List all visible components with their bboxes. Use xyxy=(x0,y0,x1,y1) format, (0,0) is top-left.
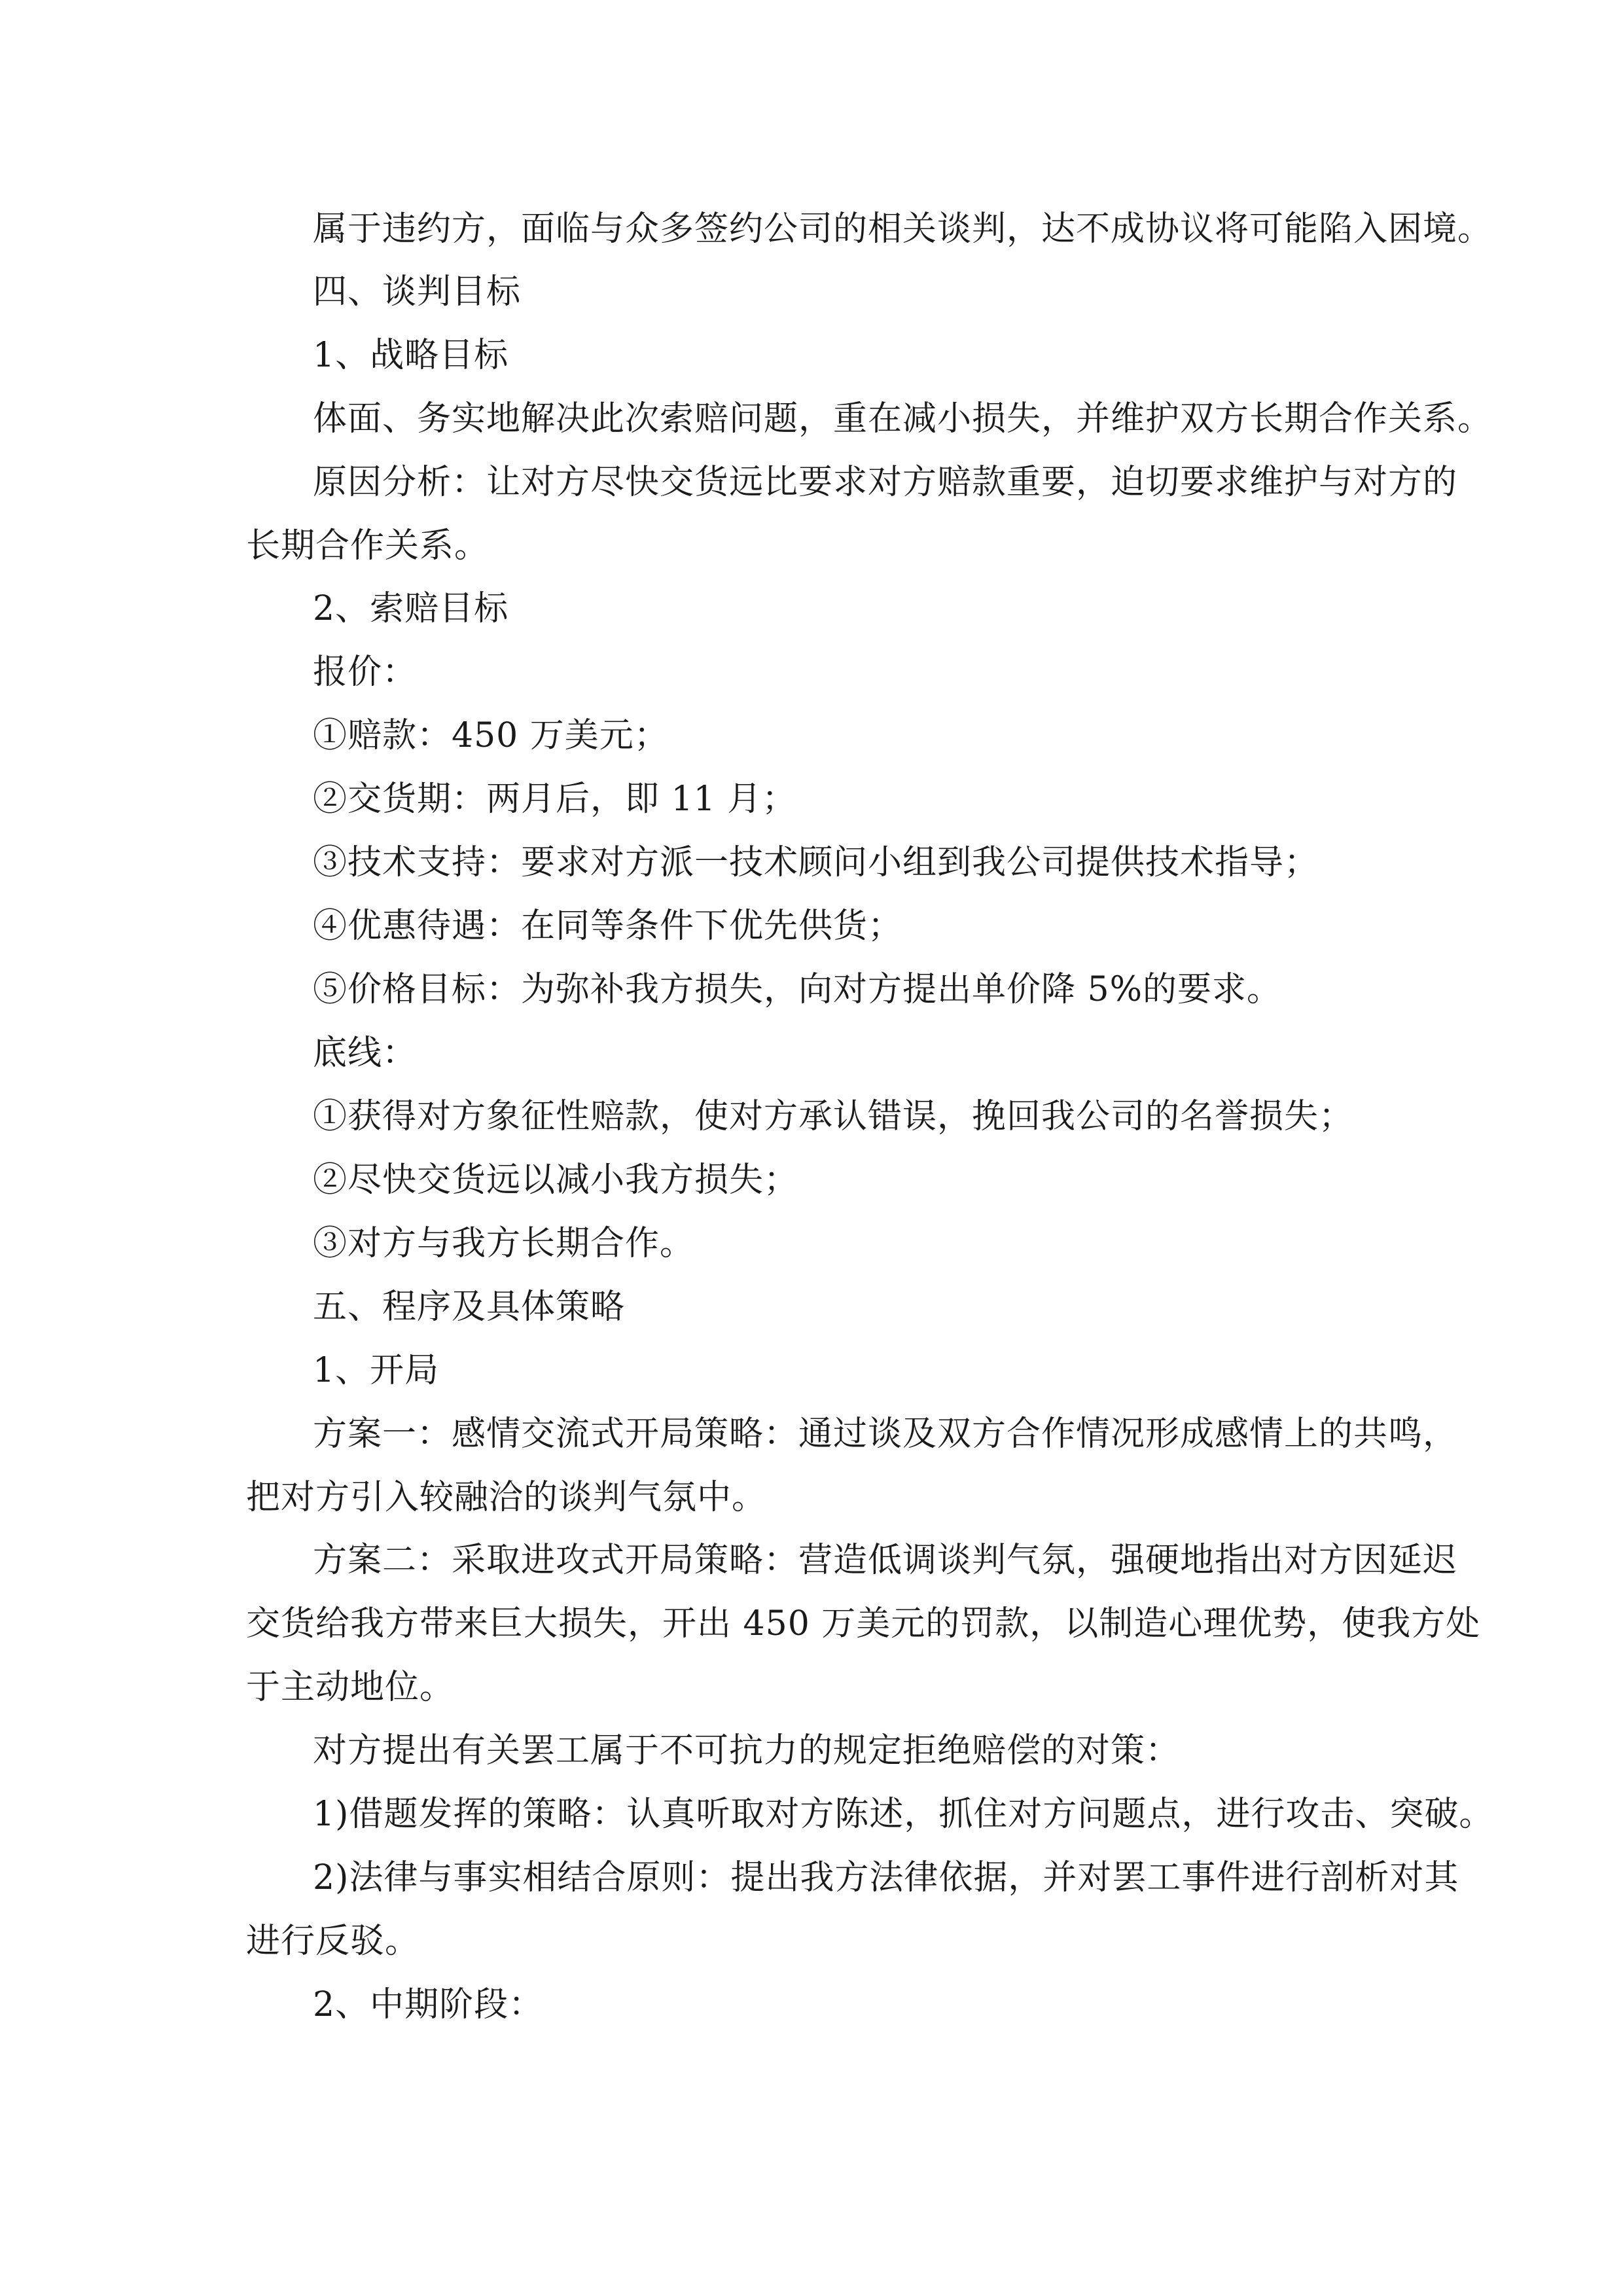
subsection-heading: 1、开局 xyxy=(313,1351,440,1390)
subsection-heading: 1、战略目标 xyxy=(313,336,509,375)
list-item: 1)借题发挥的策略：认真听取对方陈述，抓住对方问题点，进行攻击、突破。 xyxy=(313,1795,1494,1834)
list-item: ⑤价格目标：为弥补我方损失，向对方提出单价降 5%的要求。 xyxy=(313,970,1282,1009)
text-line: 把对方引入较融洽的谈判气氛中。 xyxy=(246,1478,767,1517)
text-line: 于主动地位。 xyxy=(246,1668,455,1707)
text-line: 对方提出有关罢工属于不可抗力的规定拒绝赔偿的对策： xyxy=(313,1731,1181,1770)
section-heading: 四、谈判目标 xyxy=(313,272,522,312)
subsection-heading: 2、索赔目标 xyxy=(313,589,509,628)
text-line: 体面、务实地解决此次索赔问题，重在减小损失，并维护双方长期合作关系。 xyxy=(313,399,1493,439)
text-line: 报价： xyxy=(313,653,418,692)
list-item: ①获得对方象征性赔款，使对方承认错误，挽回我公司的名誉损失； xyxy=(313,1097,1354,1136)
text-line: 原因分析：让对方尽快交货远比要求对方赔款重要，迫切要求维护与对方的 xyxy=(313,463,1458,502)
list-item: ①赔款：450 万美元； xyxy=(313,716,669,755)
text-line: 方案二：采取进攻式开局策略：营造低调谈判气氛，强硬地指出对方因延迟 xyxy=(313,1541,1458,1580)
list-item: ③技术支持：要求对方派一技术顾问小组到我公司提供技术指导； xyxy=(313,843,1319,882)
list-item: ③对方与我方长期合作。 xyxy=(313,1224,695,1263)
text-line: 方案一：感情交流式开局策略：通过谈及双方合作情况形成感情上的共鸣， xyxy=(313,1414,1458,1454)
text-line: 交货给我方带来巨大损失，开出 450 万美元的罚款，以制造心理优势，使我方处 xyxy=(246,1604,1481,1643)
text-line: 长期合作关系。 xyxy=(246,526,490,565)
text-line: 底线： xyxy=(313,1033,418,1073)
text-line: 进行反驳。 xyxy=(246,1922,420,1961)
list-item: ②尽快交货远以减小我方损失； xyxy=(313,1160,799,1200)
text-line: 属于违约方，面临与众多签约公司的相关谈判，达不成协议将可能陷入困境。 xyxy=(313,209,1493,249)
subsection-heading: 2、中期阶段： xyxy=(313,1985,544,2024)
list-item: ②交货期：两月后，即 11 月； xyxy=(313,780,797,819)
section-heading: 五、程序及具体策略 xyxy=(313,1287,626,1327)
list-item: ④优惠待遇：在同等条件下优先供货； xyxy=(313,906,903,946)
list-item: 2)法律与事实相结合原则：提出我方法律依据，并对罢工事件进行剖析对其 xyxy=(313,1858,1459,1897)
